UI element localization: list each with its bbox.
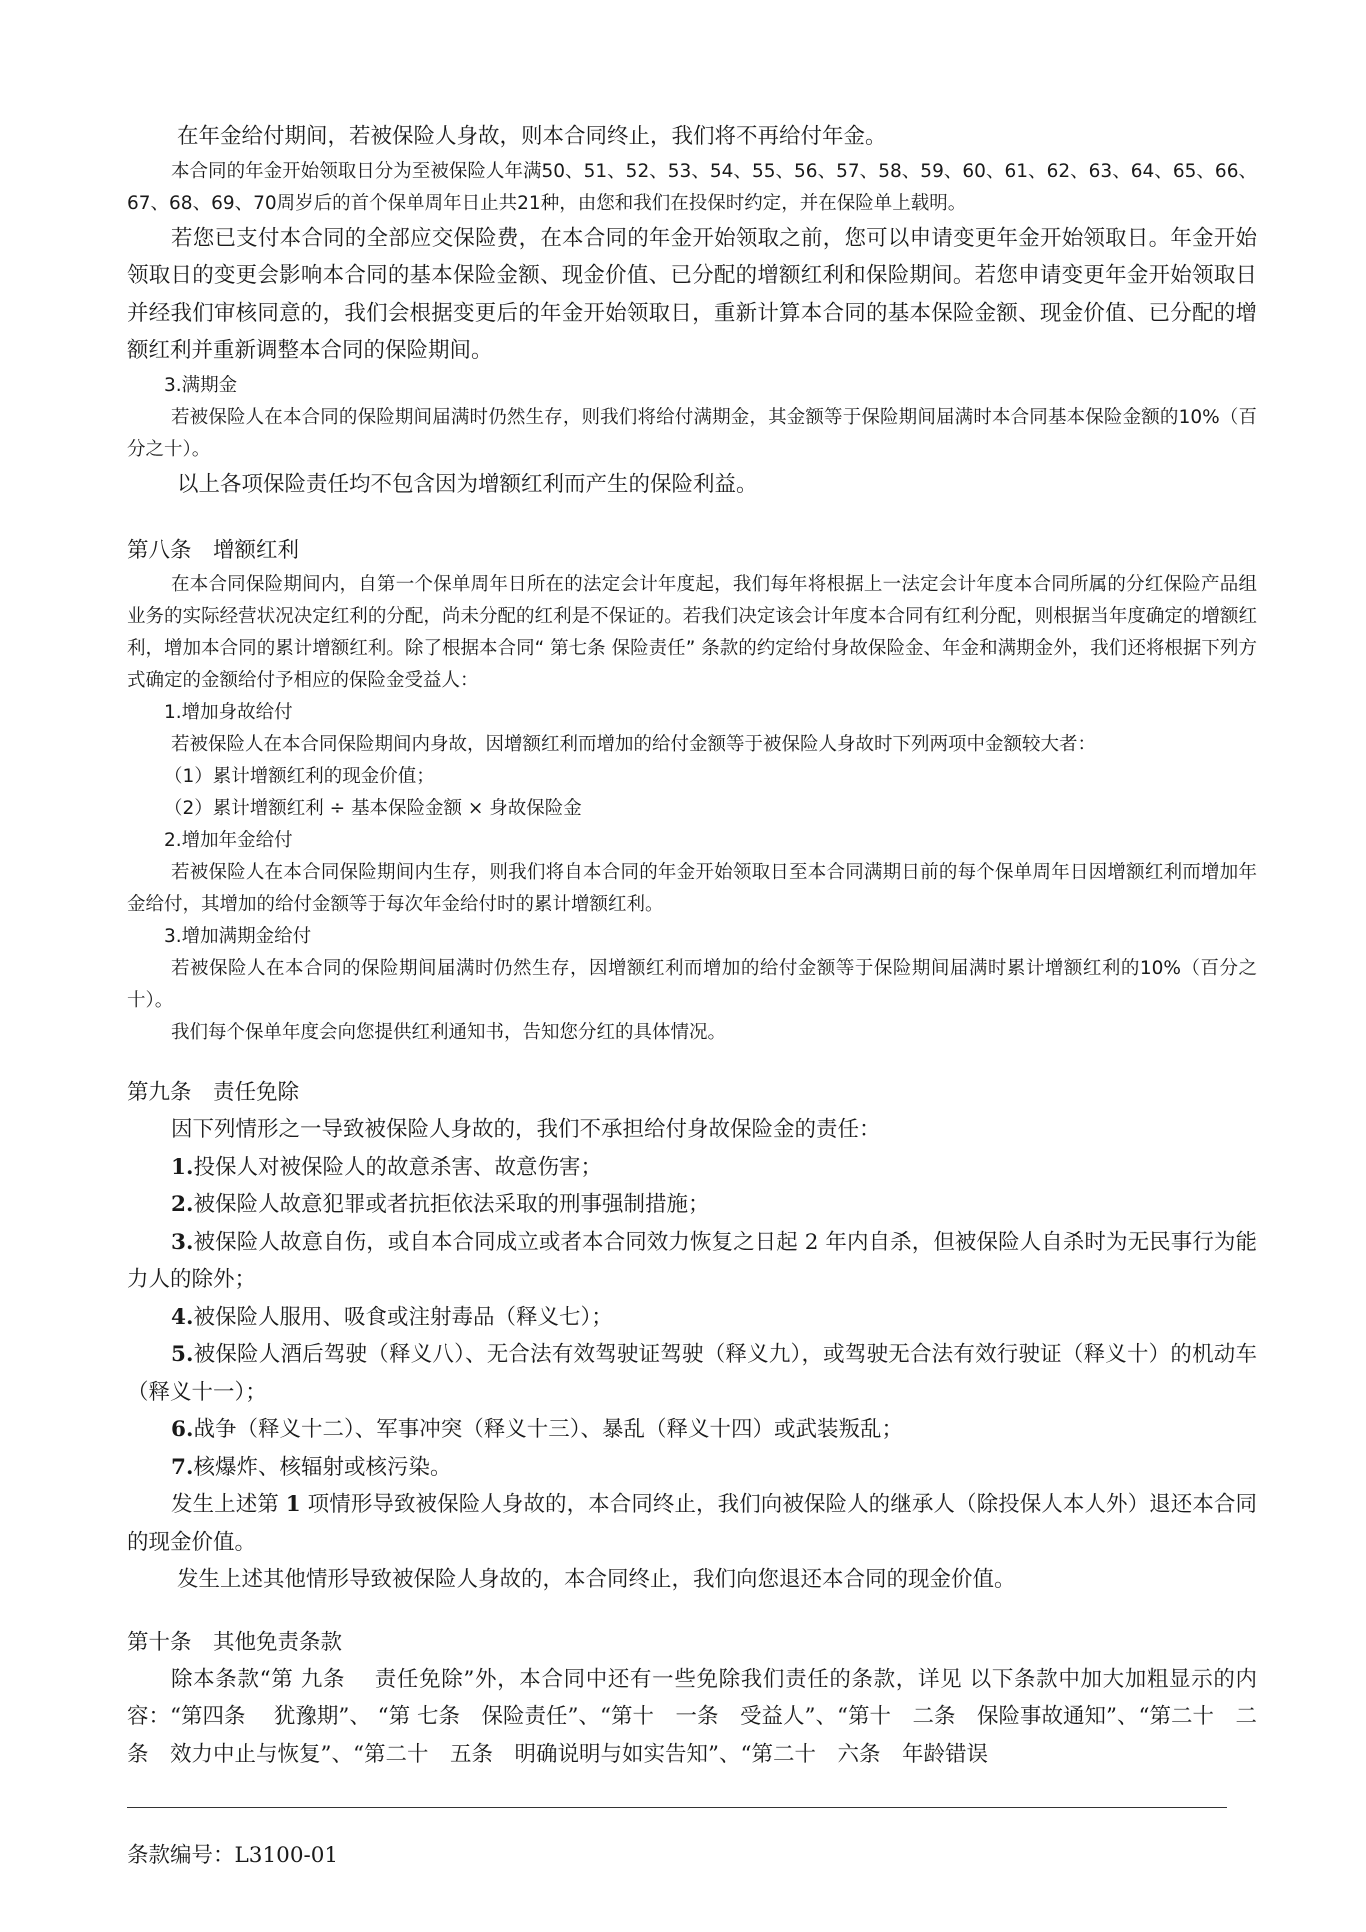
article-8-title: 第八条 增额红利	[127, 538, 300, 563]
article-10-title: 第十条 其他免责条款	[127, 1629, 343, 1655]
exclusion-item	[127, 1411, 1257, 1449]
benefit-note: 以上各项保险责任均不包含因为增额红利而产生的保险利益。	[177, 471, 758, 497]
article-8-heading-2: 2.增加年金给付	[164, 830, 293, 851]
exclusion-text: 投保人对被保险人的故意杀害、故意伤害；	[193, 1154, 602, 1180]
clause-number: 条款编号：L3100-01	[127, 1843, 339, 1868]
exclusion-text: 被保险人故意自伤，或自本合同成立或者本合同效力恢复之日起 2 年内自杀，但被保险人自杀时为无民事行为能力人的除外；	[127, 1229, 1257, 1292]
exclusion-number: 5.	[171, 1342, 194, 1367]
exclusion-text: 被保险人酒后驾驶（释义八）、无合法有效驾驶证驾驶（释义九），或驾驶无合法有效行驶证（释义十）的机动车（释义十一）；	[127, 1342, 1257, 1405]
maturity-heading: 3.满期金	[164, 374, 238, 396]
article-8-intro: 在本合同保险期间内，自第一个保单周年日所在的法定会计年度起，我们每年将根据上一法定会计年度本合同所属的分红保险产品组业务的实际经营状况决定红利的分配，尚未分配的红利是不保证的。若我们决定该会计年度本合同有红利分配，则根据当年度确定的增额红利，增加本合同的累计增额红利。除了根据本合同“ 第七条 保险责任” 条款的约定给付身故保险金、年金和满期金外，我们还将根据下列方式确定的金额给付予相应的保险金受益人：	[127, 574, 1257, 691]
article-8-text-1a: （1）累计增额红利的现金价值；	[164, 766, 435, 787]
exclusion-item	[127, 1336, 1257, 1411]
article-9-intro: 因下列情形之一导致被保险人身故的，我们不承担给付身故保险金的责任：	[171, 1117, 881, 1142]
exclusion-item	[127, 1224, 1257, 1299]
article-8-text-1: 若被保险人在本合同保险期间内身故，因增额红利而增加的给付金额等于被保险人身故时下列两项中金额较大者：	[171, 734, 1097, 755]
article-10-text: 除本条款“第 九条 责任免除”外，本合同中还有一些免除我们责任的条款，详见 以下条款中加大加粗显示的内容：“第四条 犹豫期”、 “第 七条 保险责任”、“第十 一条 受益人”、“第十 二条 保险事故通知”、“第二十 二条 效力中止与恢复”、“第二十 五条 明确说明与如实告知”、“第二十 六条 年龄错误	[127, 1666, 1257, 1767]
annuity-start-paragraph: 本合同的年金开始领取日分为至被保险人年满50、51、52、53、54、55、56、57、58、59、60、61、62、63、64、65、66、67、68、69、70周岁后的首个保单周年日止共21种，由您和我们在投保时约定，并在保险单上载明。	[127, 160, 1257, 214]
exclusion-text: 核爆炸、核辐射或核污染。	[193, 1454, 452, 1480]
annuity-death-paragraph: 在年金给付期间，若被保险人身故，则本合同终止，我们将不再给付年金。	[177, 124, 887, 149]
article-9-after-1	[127, 1486, 1257, 1561]
article-9-after-2: 发生上述其他情形导致被保险人身故的，本合同终止，我们向您退还本合同的现金价值。	[177, 1567, 1016, 1592]
exclusion-text: 战争（释义十二）、军事冲突（释义十三）、暴乱（释义十四）或武装叛乱；	[193, 1417, 903, 1442]
exclusion-text: 被保险人服用、吸食或注射毒品（释义七）；	[193, 1304, 613, 1330]
footer-divider	[127, 1807, 1227, 1808]
after-1-number: 1	[285, 1492, 301, 1517]
article-8-text-1b: （2）累计增额红利 ÷ 基本保险金额 × 身故保险金	[164, 798, 582, 819]
after-1-text-a: 发生上述第	[171, 1492, 286, 1517]
article-8-text-3: 若被保险人在本合同的保险期间届满时仍然生存，因增额红利而增加的给付金额等于保险期间届满时累计增额红利的10%（百分之十）。	[127, 958, 1257, 1011]
article-8-heading-1: 1.增加身故给付	[164, 702, 293, 723]
exclusion-number: 1.	[171, 1154, 194, 1180]
exclusion-item	[127, 1149, 1257, 1187]
exclusion-number: 6.	[171, 1417, 194, 1442]
exclusion-item	[127, 1186, 1257, 1224]
article-8-text-4: 我们每个保单年度会向您提供红利通知书，告知您分红的具体情况。	[171, 1022, 727, 1043]
document-body	[127, 118, 1257, 1773]
article-8-heading-3: 3.增加满期金给付	[164, 926, 312, 947]
after-1-text-b: 项情形导致被保险人身故的，本合同终止，我们向被保险人的继承人（除投保人本人外）退还本合同的现金价值。	[127, 1492, 1257, 1555]
exclusion-number: 2.	[171, 1192, 194, 1217]
annuity-change-paragraph: 若您已支付本合同的全部应交保险费，在本合同的年金开始领取之前，您可以申请变更年金开始领取日。年金开始领取日的变更会影响本合同的基本保险金额、现金价值、已分配的增额红利和保险期间。若您申请变更年金开始领取日并经我们审核同意的，我们会根据变更后的年金开始领取日，重新计算本合同的基本保险金额、现金价值、已分配的增额红利并重新调整本合同的保险期间。	[127, 225, 1257, 363]
maturity-paragraph: 若被保险人在本合同的保险期间届满时仍然生存，则我们将给付满期金，其金额等于保险期间届满时本合同基本保险金额的10%（百分之十）。	[127, 406, 1257, 460]
exclusion-number: 7.	[171, 1454, 194, 1480]
exclusion-number: 3.	[171, 1229, 194, 1255]
exclusion-item	[127, 1449, 1257, 1487]
exclusion-item	[127, 1299, 1257, 1337]
article-9-title: 第九条 责任免除	[127, 1080, 300, 1105]
exclusion-text: 被保险人故意犯罪或者抗拒依法采取的刑事强制措施；	[193, 1192, 710, 1217]
article-8-text-2: 若被保险人在本合同保险期间内生存，则我们将自本合同的年金开始领取日至本合同满期日前的每个保单周年日因增额红利而增加年金给付，其增加的给付金额等于每次年金给付时的累计增额红利。	[127, 862, 1257, 915]
exclusion-number: 4.	[171, 1304, 194, 1330]
